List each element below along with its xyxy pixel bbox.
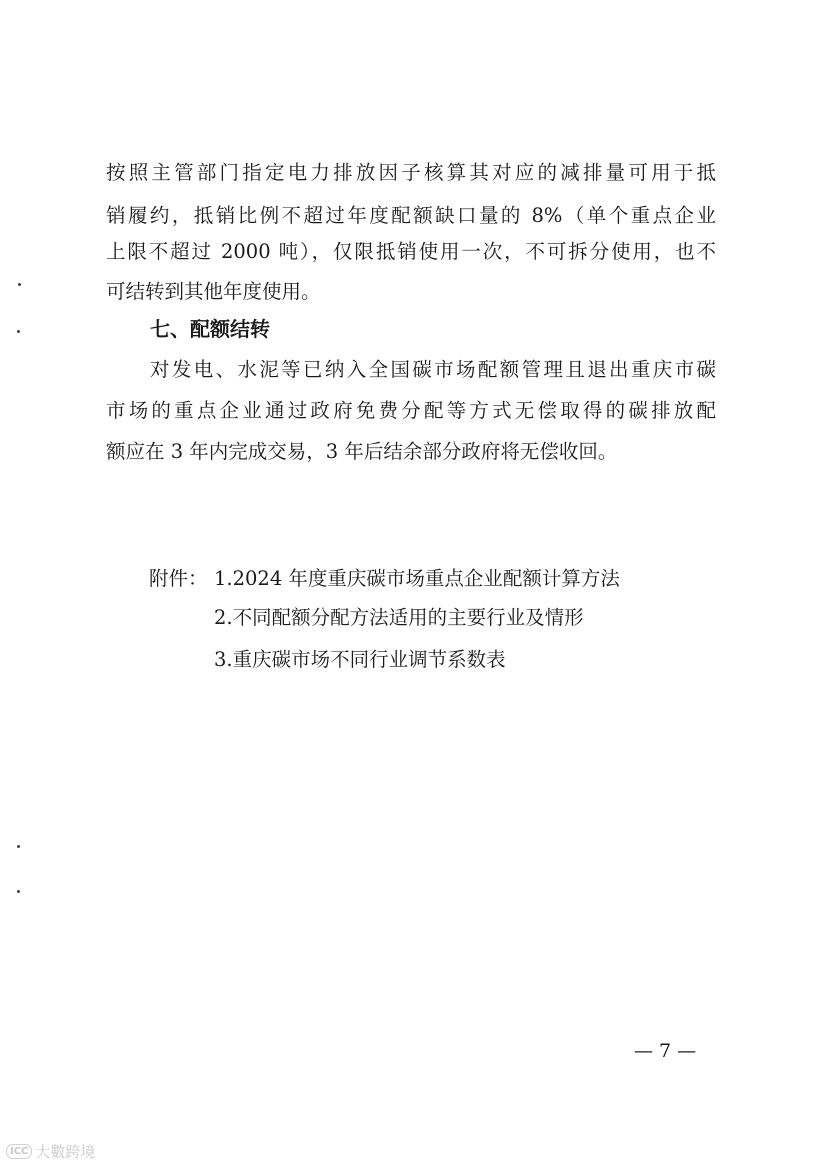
attachments-label: 附件： — [149, 567, 208, 590]
section-7-line-1: 对发电、水泥等已纳入全国碳市场配额管理且退出重庆市碳 — [150, 358, 716, 381]
paragraph-1-line-3: 上限不超过 2000 吨），仅限抵销使用一次，不可拆分使用，也不 — [106, 240, 716, 263]
scan-speck — [18, 283, 21, 286]
watermark — [6, 1141, 95, 1162]
paragraph-1-line-4: 可结转到其他年度使用。 — [106, 280, 321, 303]
watermark-logo-icon: ICC — [6, 1144, 32, 1159]
attachment-item-1: 1.2024 年度重庆碳市场重点企业配额计算方法 — [214, 567, 620, 590]
watermark-text: 大數跨境 — [35, 1143, 96, 1161]
paragraph-1-line-1: 按照主管部门指定电力排放因子核算其对应的减排量可用于抵 — [106, 161, 716, 184]
section-7-line-3: 额应在 3 年内完成交易，3 年后结余部分政府将无偿收回。 — [106, 440, 618, 463]
section-7-heading: 七、配额结转 — [150, 317, 270, 341]
scan-speck — [17, 890, 20, 893]
scan-speck — [17, 330, 20, 333]
attachment-item-3: 3.重庆碳市场不同行业调节系数表 — [214, 648, 506, 671]
attachment-item-2: 2.不同配额分配方法适用的主要行业及情形 — [214, 606, 584, 629]
paragraph-1-line-2: 销履约，抵销比例不超过年度配额缺口量的 8%（单个重点企业 — [106, 204, 716, 227]
section-7-line-2: 市场的重点企业通过政府免费分配等方式无偿取得的碳排放配 — [106, 399, 716, 422]
scan-speck — [17, 845, 20, 848]
page-number: — 7 — — [634, 1040, 697, 1062]
